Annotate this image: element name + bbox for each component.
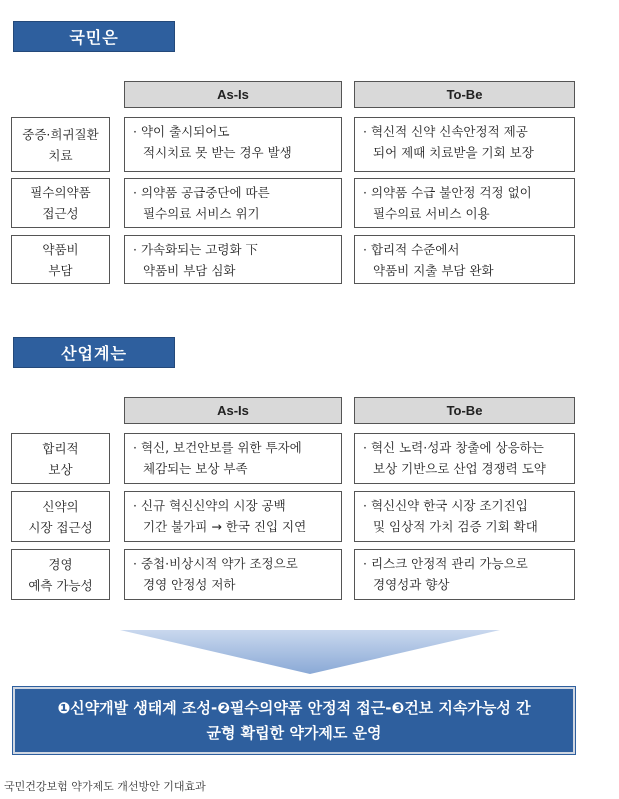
row-label: 중증·희귀질환 치료 bbox=[11, 117, 110, 172]
as-is-line: 적시치료 못 받는 경우 발생 bbox=[143, 145, 292, 160]
to-be-line: · 의약품 수급 불안정 걱정 없이 bbox=[363, 185, 532, 200]
as-is-line: 기간 불가피 → 한국 진입 지연 bbox=[143, 519, 307, 534]
caption: 국민건강보험 약가제도 개선방안 기대효과 bbox=[4, 780, 206, 793]
row-label: 필수의약품 접근성 bbox=[11, 178, 110, 228]
as-is-line: 약품비 부담 심화 bbox=[143, 263, 236, 278]
to-be-line: 경영성과 향상 bbox=[373, 577, 450, 592]
as-is-line: · 가속화되는 고령화 下 bbox=[133, 242, 258, 257]
as-is-line: · 약이 출시되어도 bbox=[133, 124, 230, 139]
to-be-line: 약품비 지출 부담 완화 bbox=[373, 263, 494, 278]
col-header-as-is: As-Is bbox=[124, 397, 342, 424]
row-label: 신약의 시장 접근성 bbox=[11, 491, 110, 542]
as-is-cell bbox=[124, 178, 342, 228]
as-is-cell bbox=[124, 491, 342, 542]
to-be-line: 보상 기반으로 산업 경쟁력 도약 bbox=[373, 461, 546, 476]
as-is-cell bbox=[124, 117, 342, 172]
to-be-cell bbox=[354, 549, 575, 600]
to-be-line: · 혁신신약 한국 시장 조기진입 bbox=[363, 498, 528, 513]
as-is-line: 경영 안정성 저하 bbox=[143, 577, 236, 592]
to-be-line: 및 임상적 가치 검증 기회 확대 bbox=[373, 519, 538, 534]
as-is-line: · 중첩·비상시적 약가 조정으로 bbox=[133, 556, 298, 571]
to-be-line: 되어 제때 치료받을 기회 보장 bbox=[373, 145, 534, 160]
summary-line-1: ❶신약개발 생태계 조성-❷필수의약품 안정적 접근-❸건보 지속가능성 간 bbox=[57, 698, 531, 717]
to-be-line: · 혁신적 신약 신속안정적 제공 bbox=[363, 124, 528, 139]
to-be-line: · 리스크 안정적 관리 가능으로 bbox=[363, 556, 528, 571]
down-arrow-icon bbox=[120, 630, 500, 674]
summary-line-2: 균형 확립한 약가제도 운영 bbox=[206, 723, 382, 742]
as-is-line: 필수의료 서비스 위기 bbox=[143, 206, 260, 221]
col-header-to-be: To-Be bbox=[354, 397, 575, 424]
section-title-citizens: 국민은 bbox=[13, 21, 175, 52]
as-is-cell bbox=[124, 235, 342, 284]
as-is-line: · 신규 혁신신약의 시장 공백 bbox=[133, 498, 286, 513]
to-be-cell bbox=[354, 178, 575, 228]
as-is-line: · 혁신, 보건안보를 위한 투자에 bbox=[133, 440, 302, 455]
to-be-cell bbox=[354, 117, 575, 172]
section-title-industry: 산업계는 bbox=[13, 337, 175, 368]
to-be-line: 필수의료 서비스 이용 bbox=[373, 206, 490, 221]
col-header-as-is: As-Is bbox=[124, 81, 342, 108]
row-label: 합리적 보상 bbox=[11, 433, 110, 484]
row-label: 약품비 부담 bbox=[11, 235, 110, 284]
to-be-cell bbox=[354, 433, 575, 484]
to-be-cell bbox=[354, 491, 575, 542]
col-header-to-be: To-Be bbox=[354, 81, 575, 108]
as-is-cell bbox=[124, 433, 342, 484]
summary-box bbox=[13, 687, 575, 754]
as-is-line: 체감되는 보상 부족 bbox=[143, 461, 248, 476]
to-be-line: · 혁신 노력·성과 창출에 상응하는 bbox=[363, 440, 544, 455]
as-is-cell bbox=[124, 549, 342, 600]
row-label: 경영 예측 가능성 bbox=[11, 549, 110, 600]
to-be-line: · 합리적 수준에서 bbox=[363, 242, 460, 257]
as-is-line: · 의약품 공급중단에 따른 bbox=[133, 185, 270, 200]
to-be-cell bbox=[354, 235, 575, 284]
